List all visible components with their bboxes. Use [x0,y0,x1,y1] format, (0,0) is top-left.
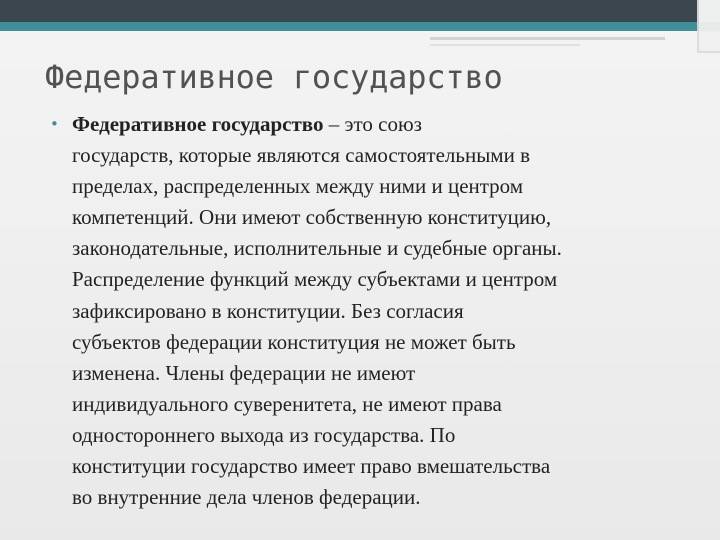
definition-start: – это союз [323,112,422,136]
paragraph-line-7: зафиксировано в конституции. Без согласия [72,298,464,323]
paragraph-line-2: государств, которые являются самостоятельными в [72,143,530,168]
paragraph-line-6: Распределение функций между субъектами и центром [72,267,558,292]
paragraph-line-8: субъектов федерации конституция не может быть [72,329,516,354]
slide-title: Федеративное государство [45,58,503,96]
slide-body [50,109,690,513]
defined-term: Федеративное государство [72,112,324,136]
header-rule-long [430,37,665,40]
paragraph-line-4: компетенций. Они имеют собственную конституцию, [72,205,552,230]
paragraph-line-11: одностороннего выхода из государства. По [72,422,456,447]
bullet-paragraph [50,109,690,513]
paragraph-line-3: пределах, распределенных между ними и центром [72,174,524,199]
paragraph-line-1 [72,109,690,140]
paragraph-line-12: конституции государство имеет право вмешательства [72,454,551,479]
corner-decoration-middle [697,22,720,31]
header-band-teal [0,22,720,31]
paragraph-line-13: во внутренние дела членов федерации. [72,485,421,510]
paragraph-line-9: изменена. Члены федерации не имеют [72,360,416,385]
header-rule-short [430,44,580,46]
bullet-icon: • [50,115,59,133]
paragraph-line-5: законодательные, исполнительные и судебные органы. [72,236,562,261]
corner-decoration-bottom [697,31,720,53]
paragraph-line-10: индивидуального суверенитета, не имеют права [72,391,502,416]
corner-decoration-top [697,0,720,22]
header-band-dark [0,0,720,22]
